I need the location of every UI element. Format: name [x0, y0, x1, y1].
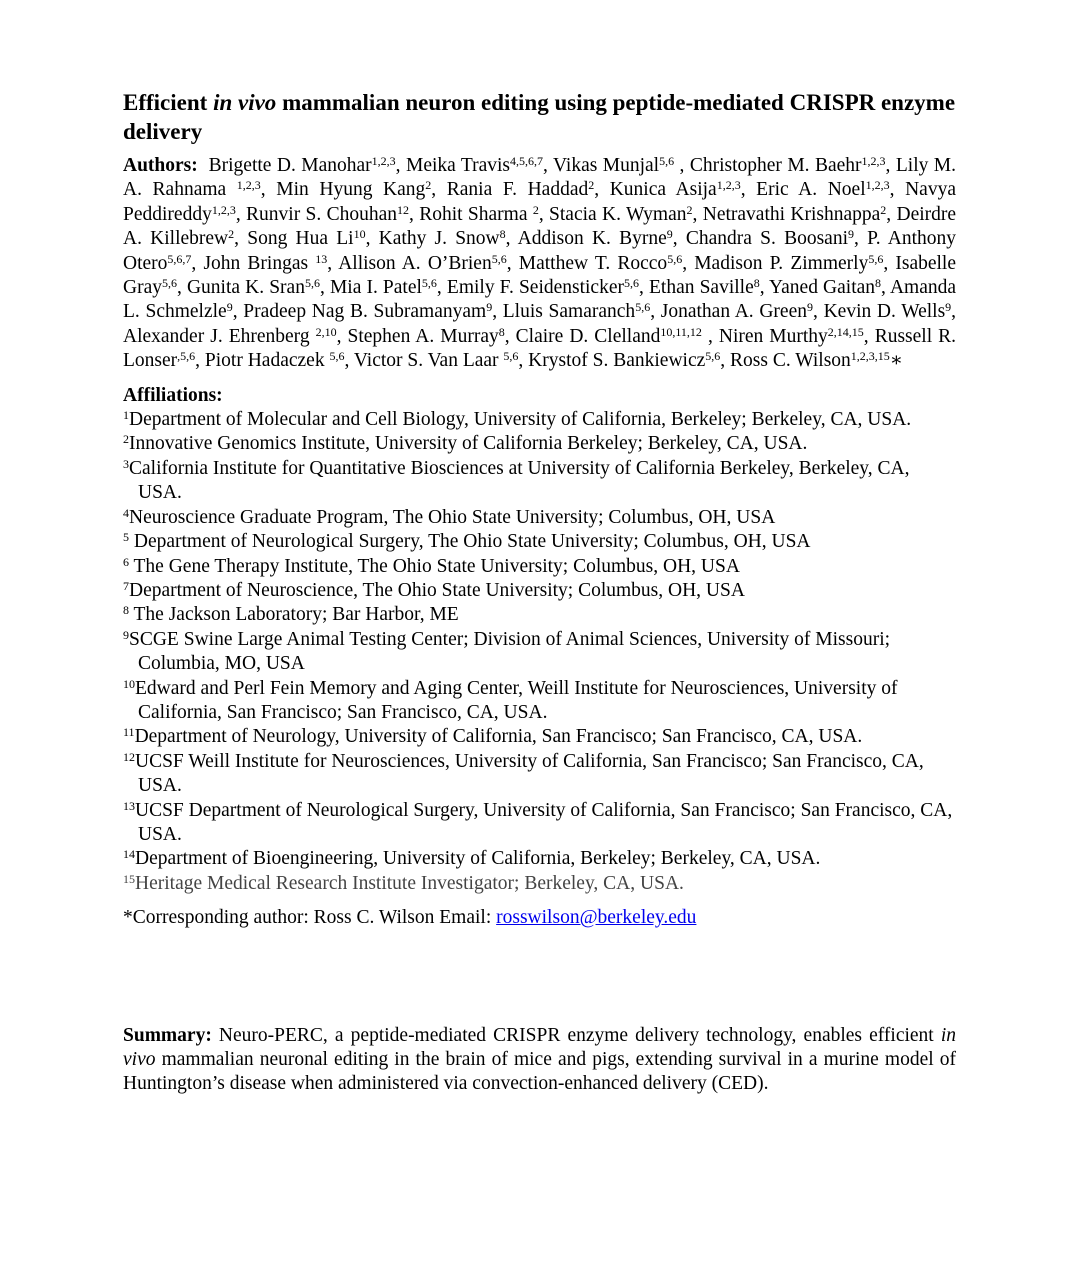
corresponding-text: *Corresponding author: Ross C. Wilson Email:: [123, 907, 497, 929]
author: [549, 204, 703, 225]
affiliation-text: Department of Bioengineering, University of California, Berkeley; Berkeley, CA, USA.: [135, 848, 821, 870]
author: [649, 277, 769, 298]
author-name: Runvir S. Chouhan: [246, 203, 398, 225]
author-separator: ,: [854, 228, 868, 250]
corresponding-author: [123, 906, 956, 930]
affiliation-text: Department of Neurological Surgery, The Ohio State University; Columbus, OH, USA: [129, 531, 811, 553]
paper-page: [123, 88, 956, 1116]
author-name: Chandra S. Boosani: [685, 228, 848, 250]
author-affiliation-marker: 1,2,3: [716, 178, 741, 193]
affiliation-number: 13: [123, 798, 135, 813]
author-separator: ,: [365, 228, 379, 250]
affiliation-text: UCSF Department of Neurological Surgery, University of California, San Francisco; San Francisco, CA, USA.: [135, 799, 953, 845]
author-affiliation-marker: 5,6: [705, 349, 721, 364]
author: [447, 179, 610, 200]
author-name: Kunica Asija: [609, 179, 717, 201]
affiliation-number: 4: [123, 505, 129, 520]
title-part2: mammalian neuron editing using peptide-mediated CRISPR enzyme delivery: [123, 90, 956, 144]
author-separator: ,: [395, 155, 406, 176]
affiliation-number: 10: [123, 676, 135, 691]
author-affiliation-marker: 2: [686, 202, 693, 217]
affiliation-number: 6: [123, 554, 129, 569]
author-name: Isabelle Gray: [123, 252, 956, 299]
author-affiliation-marker: 2: [532, 202, 539, 217]
affiliation-item: [123, 432, 956, 456]
author-name: John Bringas: [203, 252, 316, 274]
affiliation-item: [123, 725, 956, 749]
author-separator: ,: [639, 277, 649, 299]
author-affiliation-marker: 8: [875, 276, 882, 291]
author-affiliation-marker: 8: [753, 276, 760, 291]
title-italic: in vivo: [213, 90, 277, 115]
author-affiliation-marker: 1,2,3: [211, 202, 236, 217]
affiliation-text: Neuroscience Graduate Program, The Ohio State University; Columbus, OH, USA: [129, 506, 776, 528]
author-separator: ,: [176, 277, 187, 299]
author: [610, 179, 756, 200]
author-affiliation-marker: 4,5,6,7: [510, 154, 544, 168]
author-separator: ,: [505, 228, 518, 250]
author-separator: ,: [260, 179, 277, 201]
author: [824, 301, 956, 322]
author-separator: ,: [951, 301, 957, 323]
author-name: Matthew T. Rocco: [518, 252, 668, 274]
author: [354, 350, 528, 371]
affiliation-number: 9: [123, 627, 129, 642]
author-separator: ,: [336, 325, 348, 347]
author-name: Madison P. Zimmerly: [694, 252, 869, 274]
affiliation-item: [123, 603, 956, 627]
author-name: Meika Travis: [405, 155, 511, 176]
author: [553, 155, 690, 176]
author-name: Eric A. Noel: [756, 179, 866, 201]
author-separator: ,: [674, 155, 690, 176]
corresponding-email-link[interactable]: rosswilson@berkeley.edu: [496, 907, 697, 929]
author-affiliation-marker: 5,6: [659, 154, 675, 168]
author-name: Christopher M. Baehr: [689, 155, 862, 176]
author-affiliation-marker: 1,2,3: [865, 178, 890, 193]
author: [247, 228, 378, 249]
author-name: Pradeep Nag B. Subramanyam: [243, 301, 487, 323]
author: [690, 155, 896, 176]
author: [686, 228, 867, 249]
author-affiliation-marker: 13: [315, 251, 328, 266]
author-separator: ,: [594, 179, 610, 201]
author-separator: ,: [672, 228, 686, 250]
author-separator: ,: [492, 301, 503, 323]
author-separator: ,: [650, 301, 661, 323]
author-separator: ,: [883, 252, 896, 274]
author: [503, 301, 661, 322]
author: [209, 155, 406, 176]
author-affiliation-marker: 2,10: [315, 324, 337, 339]
author-affiliation-marker: 5,6: [304, 276, 320, 291]
affiliation-item: [123, 530, 956, 554]
author-separator: ,: [886, 203, 897, 225]
author-name: Gunita K. Sran: [186, 277, 305, 299]
author-affiliation-marker: 5,6: [635, 300, 651, 315]
author: [348, 326, 516, 347]
affiliation-item: [123, 677, 956, 726]
paper-title: [123, 88, 956, 146]
author-affiliation-marker: 9: [945, 300, 952, 315]
affiliation-number: 8: [123, 603, 129, 618]
author: [516, 326, 719, 347]
author-name: Stephen A. Murray: [347, 325, 499, 347]
author: [756, 179, 905, 200]
author: [203, 253, 338, 274]
author-separator: ,: [195, 350, 205, 372]
author-name: Jonathan A. Green: [660, 301, 807, 323]
author-affiliation-marker: 5,6: [503, 349, 519, 364]
author-affiliation-marker: 1,2,3,15: [850, 349, 890, 364]
author-name: Song Hua Li: [247, 228, 354, 250]
summary-label: Summary:: [123, 1024, 212, 1046]
author-affiliation-marker: 8: [498, 324, 505, 339]
author-name: Navya Peddireddy: [123, 179, 956, 225]
author-separator: ,: [436, 277, 447, 299]
author-affiliation-marker: 1,2,3: [236, 178, 261, 193]
affiliation-number: 5: [123, 530, 129, 545]
author-affiliation-marker: 5,6: [421, 276, 437, 291]
author-affiliation-marker: 9: [226, 300, 233, 315]
affiliation-item: [123, 750, 956, 799]
author-affiliation-marker: 2: [228, 227, 235, 242]
author-separator: ,: [232, 301, 244, 323]
author-name: Ross C. Wilson: [730, 350, 851, 372]
affiliation-number: 15: [123, 871, 135, 886]
author: [447, 277, 649, 298]
author-name: Piotr Hadaczek: [204, 350, 330, 372]
affiliation-item: [123, 408, 956, 432]
author: [379, 228, 518, 249]
author-separator: ,: [327, 252, 339, 274]
author-separator: ,: [885, 155, 896, 176]
author-name: Amanda L. Schmelzle: [123, 277, 956, 323]
author-affiliation-marker: 2,14,15: [827, 324, 864, 339]
author: [518, 228, 686, 249]
author-separator: ,: [692, 203, 703, 225]
author: [338, 253, 519, 274]
author: [769, 277, 890, 298]
author-separator: ,: [720, 350, 731, 372]
summary-paragraph: [123, 1024, 956, 1097]
author-name: Yaned Gaitan: [769, 277, 876, 299]
author: [719, 326, 875, 347]
affiliation-number: 12: [123, 749, 135, 764]
author-separator: ,: [863, 325, 875, 347]
affiliation-item: [123, 555, 956, 579]
author-affiliation-marker: 8: [499, 227, 506, 242]
author-separator: ,: [813, 301, 824, 323]
author-affiliation-marker: 2: [588, 178, 595, 193]
affiliation-text: Innovative Genomics Institute, University of California Berkeley; Berkeley, CA, USA.: [129, 433, 808, 455]
author-affiliation-marker: 9: [807, 300, 813, 315]
author-affiliation-marker: 2: [425, 178, 432, 193]
author-separator: ,: [682, 252, 695, 274]
author-name: Alexander J. Ehrenberg: [123, 325, 316, 347]
author-name: Vikas Munjal: [552, 155, 660, 176]
author-affiliation-marker: 2: [880, 202, 887, 217]
author: [528, 350, 730, 371]
author-affiliation-marker: 5,6: [667, 251, 683, 266]
author-name: P. Anthony Otero: [123, 228, 957, 274]
affiliation-item: [123, 457, 956, 506]
author-separator: ,: [319, 277, 330, 299]
author-affiliation-marker: 10: [353, 227, 366, 242]
summary-part2: mammalian neuronal editing in the brain of mice and pigs, extending survival in a murine model of Huntington’s disease when administered via convection-enhanced delivery (CED).: [123, 1049, 956, 1095]
author-name: Emily F. Seidensticker: [446, 277, 624, 299]
author: [205, 350, 354, 371]
author: [406, 155, 553, 176]
author-separator: ,: [740, 179, 757, 201]
author: [330, 277, 447, 298]
affiliation-number: 3: [123, 456, 129, 471]
author-affiliation-marker: 9: [666, 227, 673, 242]
author-name: Min Hyung Kang: [276, 179, 426, 201]
summary-part1: Neuro-PERC, a peptide-mediated CRISPR enzyme delivery technology, enables efficient: [211, 1024, 941, 1046]
affiliations-heading: Affiliations:: [123, 384, 223, 406]
author: [123, 326, 348, 347]
author-name: Kathy J. Snow: [378, 228, 500, 250]
author-separator: ,: [538, 203, 550, 225]
author: [703, 204, 897, 225]
author-separator: ,: [234, 228, 248, 250]
author-separator: ,: [759, 277, 769, 299]
authors-label: Authors:: [123, 155, 198, 176]
author-separator: ,: [518, 350, 529, 372]
author-name: Addison K. Byrne: [517, 228, 667, 250]
author-affiliation-marker: 5,6: [868, 251, 884, 266]
authors-block: [123, 154, 956, 374]
title-part1: Efficient: [123, 90, 214, 115]
affiliation-text: Department of Molecular and Cell Biology, University of California, Berkeley; Berkeley, CA, USA.: [129, 409, 912, 431]
author-name: Mia I. Patel: [329, 277, 422, 299]
author: [419, 204, 549, 225]
affiliation-item: [123, 872, 956, 896]
author-separator: ,: [504, 325, 516, 347]
author: [730, 350, 903, 371]
author-list: [123, 155, 956, 371]
author: [519, 253, 694, 274]
author-name: Stacia K. Wyman: [549, 203, 687, 225]
author-affiliation-marker: 12: [397, 202, 410, 217]
author-affiliation-marker: 5,6: [624, 276, 639, 291]
author-name: Lluis Samaranch: [502, 301, 636, 323]
affiliation-number: 2: [123, 432, 129, 447]
affiliation-text: Department of Neurology, University of California, San Francisco; San Francisco, CA, USA.: [134, 726, 863, 748]
author-separator: ,: [701, 325, 719, 347]
affiliation-text: California Institute for Quantitative Biosciences at University of California Berkeley, Berkeley, CA, USA.: [129, 457, 910, 504]
author-affiliation-marker: 9: [848, 227, 854, 242]
affiliation-text: Department of Neuroscience, The Ohio State University; Columbus, OH, USA: [129, 579, 745, 601]
author-separator: ,: [235, 203, 247, 225]
author-affiliation-marker: ,5,6: [177, 349, 196, 364]
affiliation-number: 1: [123, 408, 129, 423]
author-name: Brigette D. Manohar: [208, 155, 372, 176]
author-affiliation-marker: 9: [486, 300, 493, 315]
author-separator: ,: [409, 203, 420, 225]
affiliation-number: 7: [123, 578, 129, 593]
author-affiliation-marker: 5,6: [161, 276, 177, 291]
author-name: Lily M. A. Rahnama: [123, 155, 957, 201]
author-name: Niren Murthy: [718, 325, 828, 347]
author-name: Ethan Saville: [648, 277, 754, 299]
author-name: Rohit Sharma: [419, 203, 533, 225]
affiliation-text: Heritage Medical Research Institute Investigator; Berkeley, CA, USA.: [135, 872, 684, 894]
author-affiliation-marker: 1,2,3: [861, 154, 886, 168]
affiliation-item: [123, 628, 956, 677]
author-separator: ,: [506, 252, 519, 274]
author-name: Rania F. Haddad: [446, 179, 589, 201]
author-name: Allison A. O’Brien: [338, 252, 492, 274]
author: [694, 253, 895, 274]
author-name: Russell R. Lonser: [123, 325, 957, 372]
author-separator: ,: [543, 155, 553, 176]
affiliation-item: [123, 847, 956, 871]
affiliation-text: The Jackson Laboratory; Bar Harbor, ME: [129, 604, 459, 626]
affiliation-text: Edward and Perl Fein Memory and Aging Center, Weill Institute for Neurosciences, University of California, San Francisco; San Francisco, CA, USA.: [135, 677, 898, 723]
author: [187, 277, 330, 298]
author-name: Victor S. Van Laar: [353, 350, 504, 372]
affiliations-list: [123, 408, 956, 896]
affiliation-item: [123, 506, 956, 530]
author-name: Kevin D. Wells: [823, 301, 946, 323]
author-affiliation-marker: 1,2,3: [371, 154, 396, 168]
author-affiliation-marker: 5,6,7: [167, 251, 192, 266]
affiliation-text: UCSF Weill Institute for Neurosciences, University of California, San Francisco; San Francisco, CA, USA.: [135, 750, 924, 797]
author-name: Claire D. Clelland: [515, 325, 661, 347]
author: [243, 301, 502, 322]
summary-italic: in vivo: [123, 1024, 956, 1070]
author-affiliation-marker: 5,6: [329, 349, 345, 364]
author-name: Deirdre A. Killebrew: [123, 203, 957, 250]
author-separator: ,: [889, 179, 906, 201]
author: [661, 301, 824, 322]
author-separator: ,: [191, 252, 204, 274]
author-separator: ,: [344, 350, 354, 372]
affiliation-text: The Gene Therapy Institute, The Ohio State University; Columbus, OH, USA: [129, 555, 740, 577]
author-affiliation-marker: 5,6: [491, 251, 507, 266]
affiliation-number: 11: [123, 725, 135, 740]
author: [246, 204, 419, 225]
author-name: Krystof S. Bankiewicz: [528, 350, 706, 372]
author: [276, 179, 446, 200]
author-separator: ∗: [889, 350, 904, 372]
author-name: Netravathi Krishnappa: [702, 203, 881, 225]
author-separator: ,: [431, 179, 447, 201]
affiliation-item: [123, 799, 956, 848]
author-separator: ,: [881, 277, 890, 299]
affiliation-number: 14: [123, 847, 135, 862]
author-affiliation-marker: 10,11,12: [660, 324, 702, 339]
affiliation-item: [123, 579, 956, 603]
affiliation-text: SCGE Swine Large Animal Testing Center; Division of Animal Sciences, University of Missouri; Columbia, MO, USA: [129, 628, 891, 675]
